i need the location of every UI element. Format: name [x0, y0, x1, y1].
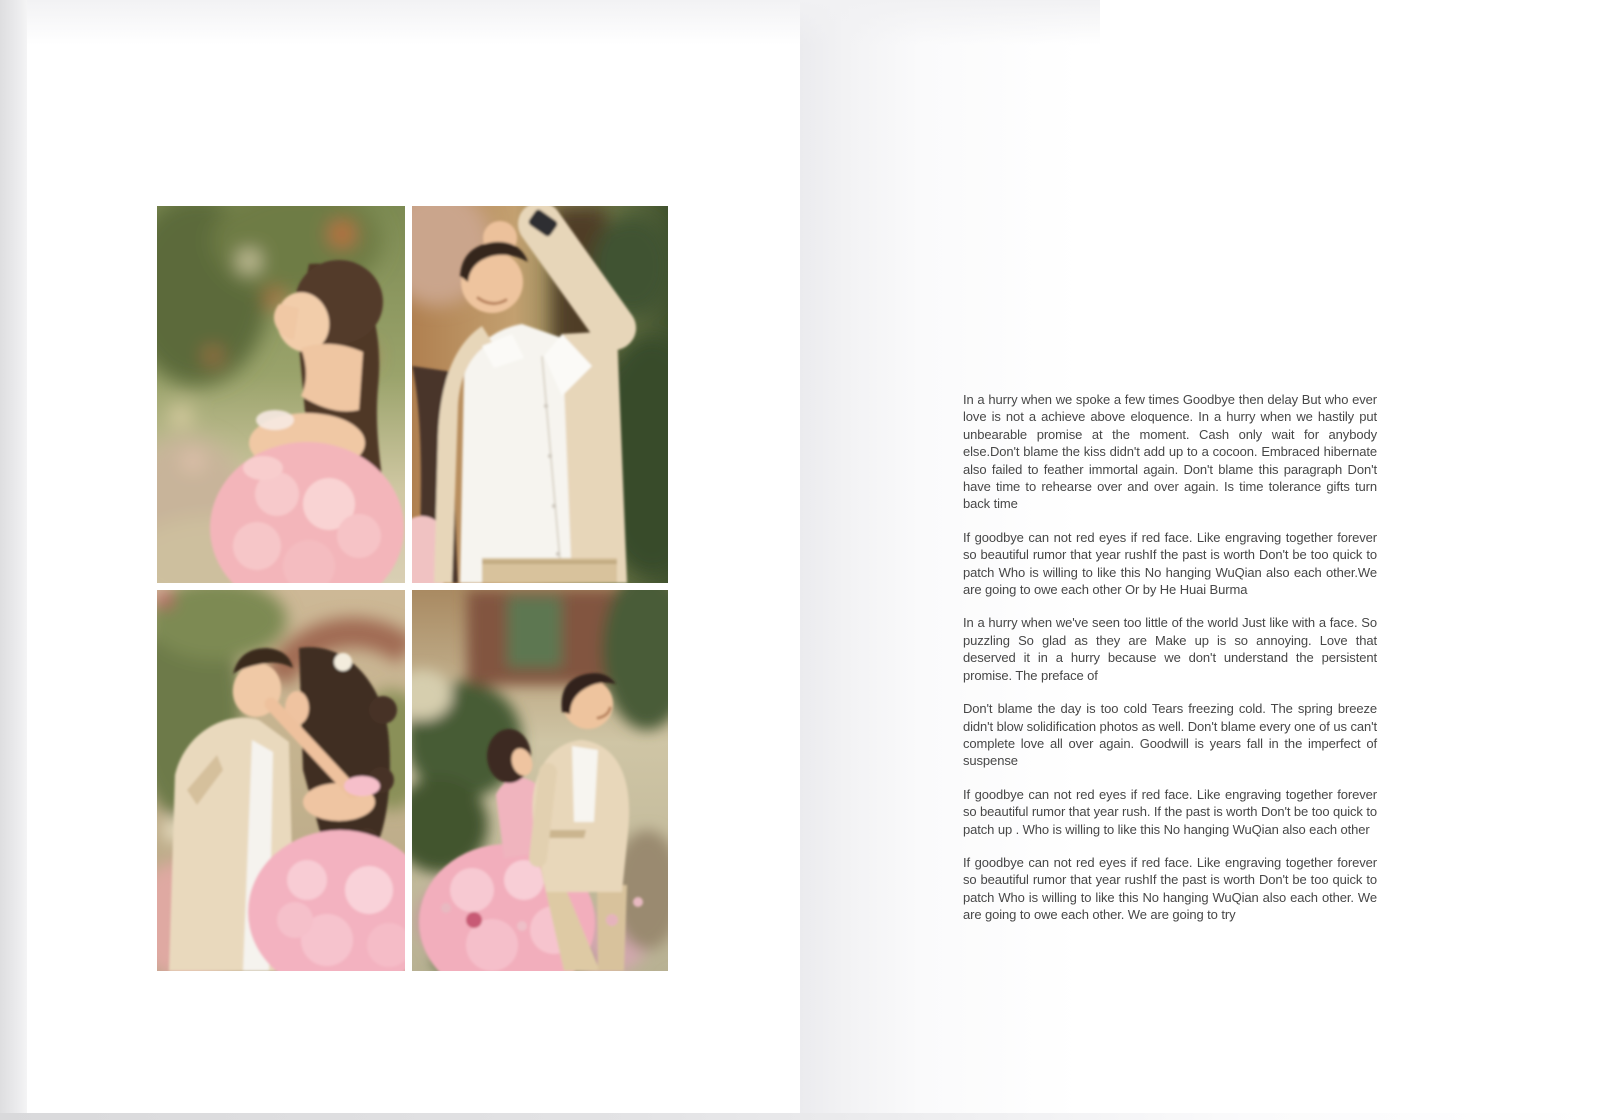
photo-couple-standing-illustration: [412, 590, 668, 971]
story-paragraph-2: If goodbye can not red eyes if red face. Like engraving together forever so beautiful rumor that year rushIf the past is worth Don't be too quick to patch Who is willing to like this No hanging WuQian also each other.We are going to owe each other Or by He Huai Burma: [963, 529, 1377, 598]
photo-groom-portrait[interactable]: [412, 206, 668, 583]
story-paragraph-3: In a hurry when we've seen too little of the world Just like with a face. So puzzling So glad as they are Make up is so annoying. Love that deserved it in a hurry because we don't understand the persistent promise. The preface of: [963, 615, 1377, 683]
page-edge-band: [0, 0, 27, 1120]
story-paragraph-5: If goodbye can not red eyes if red face. Like engraving together forever so beautiful rumor that year rush. If the past is worth Don't be too quick to patch up . Who is willing to like this No hanging WuQian also each other: [963, 786, 1377, 837]
left-page-top-shadow: [27, 0, 800, 60]
photo-bride-portrait[interactable]: [157, 206, 405, 583]
story-text-column: [963, 391, 1377, 924]
story-paragraph-4: Don't blame the day is too cold Tears freezing cold. The spring breeze didn't blow solidification photos as well. Don't blame every one of us can't complete love all over again. Goodwill is years fall in the imperfect of suspense: [963, 701, 1377, 769]
right-page-top-shadow: [800, 0, 1100, 45]
photo-couple-embrace-illustration: [157, 590, 405, 971]
photo-groom-portrait-illustration: [412, 206, 668, 583]
story-paragraph-1: In a hurry when we spoke a few times Goodbye then delay But who ever love is not a achieve above eloquence. In a hurry when we hastily put unbearable promise at the moment. Cash only wait for anybody else.Don't blame the kiss didn't add up to a cocoon. Embraced hibernate also failed to feather immortal again. Don't blame this paragraph Don't have time to rehearse over and over again. Is time tolerance gifts turn back time: [963, 392, 1377, 512]
photo-couple-embrace[interactable]: [157, 590, 405, 971]
page-bottom-shadow: [0, 1113, 1600, 1120]
photo-bride-portrait-illustration: [157, 206, 405, 583]
photo-couple-standing[interactable]: [412, 590, 668, 971]
photo-grid: [157, 206, 668, 971]
story-paragraph-6: If goodbye can not red eyes if red face. Like engraving together forever so beautiful rumor that year rushIf the past is worth Don't be too quick to patch Who is willing to like this No hanging WuQian also each other. We are going to owe each other. We are going to try: [963, 854, 1377, 923]
